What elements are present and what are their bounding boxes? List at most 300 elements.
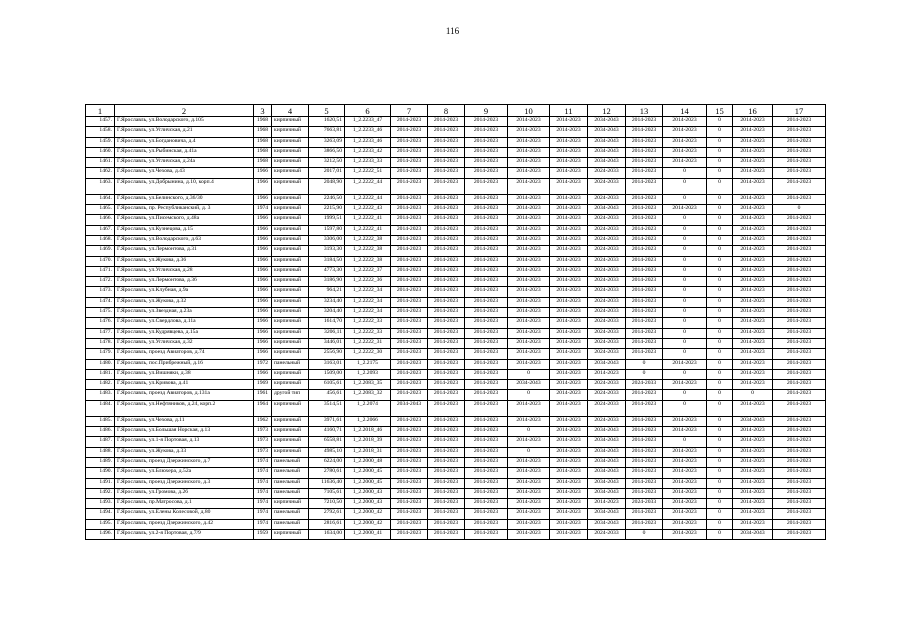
table-cell: 1966 — [254, 178, 272, 194]
table-cell: 2034-2043 — [733, 416, 773, 426]
table-cell: Г.Ярославль, ул.1-я Портовая, д.13 — [115, 437, 254, 447]
table-cell: 2014-2023 — [733, 380, 773, 390]
table-cell: 0 — [707, 457, 733, 467]
table-cell: 1_2.2233_47 — [345, 117, 391, 127]
table-cell: 2014-2023 — [465, 328, 508, 338]
table-cell: 2024-2033 — [626, 380, 663, 390]
table-cell: 2014-2023 — [550, 137, 588, 147]
table-cell: 2014-2023 — [663, 427, 707, 437]
table-row — [86, 297, 826, 307]
table-cell: 2014-2023 — [733, 359, 773, 369]
table-cell: 2014-2023 — [391, 266, 428, 276]
table-cell: 2014-2023 — [733, 137, 773, 147]
table-cell: 1968 — [254, 137, 272, 147]
table-cell: 2014-2023 — [626, 308, 663, 318]
table-cell: 2014-2023 — [428, 297, 465, 307]
table-cell: кирпичный — [272, 400, 309, 416]
table-cell: 7105,61 — [309, 488, 345, 498]
table-cell: 2014-2023 — [626, 488, 663, 498]
table-cell: 2014-2023 — [428, 390, 465, 400]
table-cell: 2014-2023 — [465, 205, 508, 215]
table-row — [86, 427, 826, 437]
table-cell: 2014-2023 — [550, 499, 588, 509]
table-cell: 2034-2043 — [588, 478, 626, 488]
table-cell: 2014-2023 — [773, 127, 826, 137]
column-header: 11 — [550, 105, 588, 117]
table-cell: 2792,61 — [309, 509, 345, 519]
table-cell: 2014-2023 — [550, 158, 588, 168]
table-cell: 2014-2023 — [465, 287, 508, 297]
column-header: 7 — [391, 105, 428, 117]
table-cell: 0 — [707, 266, 733, 276]
table-cell: 0 — [663, 256, 707, 266]
table-cell: 2014-2023 — [391, 369, 428, 379]
table-cell: 2014-2023 — [428, 447, 465, 457]
table-cell: 4160,71 — [309, 427, 345, 437]
table-cell: 1477. — [86, 328, 115, 338]
table-cell: 0 — [773, 205, 826, 215]
table-cell: 2014-2023 — [550, 488, 588, 498]
table-cell: Г.Ярославль, ул.Кудрявцева, д.15а — [115, 328, 254, 338]
table-cell: 1492. — [86, 488, 115, 498]
table-cell: 2014-2023 — [465, 437, 508, 447]
table-cell: 2024-2033 — [588, 235, 626, 245]
table-row — [86, 447, 826, 457]
table-cell: Г.Ярославль, ул.Клубная, д.9а — [115, 287, 254, 297]
table-cell: 2024-2033 — [588, 297, 626, 307]
table-cell: 2034-2043 — [588, 427, 626, 437]
table-cell: 1_2.2074 — [345, 400, 391, 416]
table-cell: 2014-2023 — [773, 416, 826, 426]
table-cell: 2014-2023 — [663, 519, 707, 529]
table-cell: 2014-2023 — [391, 287, 428, 297]
table-cell: кирпичный — [272, 246, 309, 256]
table-cell: 1_2.2222_34 — [345, 308, 391, 318]
table-cell: 2014-2023 — [626, 194, 663, 204]
table-cell: 2014-2023 — [773, 235, 826, 245]
table-row — [86, 338, 826, 348]
table-cell: 2014-2023 — [465, 178, 508, 194]
table-cell: 2014-2023 — [733, 318, 773, 328]
table-cell: 2014-2023 — [626, 338, 663, 348]
table-cell: 4773,30 — [309, 266, 345, 276]
table-cell: 1_2.2175 — [345, 359, 391, 369]
table-cell: 2014-2023 — [626, 437, 663, 447]
table-cell: 2014-2023 — [391, 359, 428, 369]
table-cell: 1465. — [86, 205, 115, 215]
table-cell: 0 — [707, 215, 733, 225]
table-cell: 2014-2023 — [465, 277, 508, 287]
table-cell: Г.Ярославль, ул.Рыбинская, д.41а — [115, 147, 254, 157]
table-cell: 2014-2023 — [465, 308, 508, 318]
table-cell: 2014-2023 — [508, 478, 550, 488]
table-cell: 2014-2023 — [550, 447, 588, 457]
table-cell: 0 — [663, 349, 707, 359]
table-cell: 2014-2023 — [391, 168, 428, 178]
table-cell: 2014-2023 — [550, 509, 588, 519]
table-row — [86, 178, 826, 194]
table-cell: 2014-2023 — [391, 256, 428, 266]
table-cell: 0 — [626, 529, 663, 539]
table-cell: кирпичный — [272, 297, 309, 307]
table-cell: 2014-2023 — [733, 127, 773, 137]
table-cell: 1973 — [254, 427, 272, 437]
table-cell: 2014-2023 — [773, 287, 826, 297]
table-cell: 1966 — [254, 215, 272, 225]
table-cell: 2034-2043 — [588, 117, 626, 127]
table-cell: Г.Ярославль, ул.Богдановича, д.4 — [115, 137, 254, 147]
table-cell: кирпичный — [272, 194, 309, 204]
table-cell: 1974 — [254, 478, 272, 488]
table-cell: 2014-2023 — [550, 318, 588, 328]
table-cell: 2014-2023 — [465, 256, 508, 266]
table-cell: 2014-2023 — [508, 235, 550, 245]
table-row — [86, 127, 826, 137]
table-cell: 1474. — [86, 297, 115, 307]
table-cell: 2014-2023 — [773, 369, 826, 379]
table-cell: 2014-2023 — [465, 359, 508, 369]
table-cell: 1966 — [254, 235, 272, 245]
table-cell: 2014-2023 — [428, 519, 465, 529]
table-cell: 2024-2033 — [588, 287, 626, 297]
table-cell: 2014-2023 — [550, 390, 588, 400]
table-cell: 4985,10 — [309, 447, 345, 457]
table-cell: 2014-2023 — [391, 328, 428, 338]
table-cell: 1_2.2233_46 — [345, 127, 391, 137]
table-cell: 1_2.2000_45 — [345, 478, 391, 488]
table-cell: 2014-2023 — [550, 178, 588, 194]
table-cell: 2024-2033 — [588, 225, 626, 235]
table-cell: 0 — [707, 529, 733, 539]
housing-registry-table — [85, 104, 826, 540]
table-cell: 2014-2023 — [428, 318, 465, 328]
table-cell: Г.Ярославль, ул.Кривова, д.41 — [115, 380, 254, 390]
table-row — [86, 287, 826, 297]
table-cell: 2780,61 — [309, 468, 345, 478]
table-cell: 0 — [663, 318, 707, 328]
table-cell: 2014-2023 — [508, 488, 550, 498]
table-cell: Г.Ярославль, ул.Блюхера, д.52а — [115, 468, 254, 478]
table-cell: 2014-2023 — [663, 468, 707, 478]
table-cell: 1467. — [86, 225, 115, 235]
table-cell: 2014-2023 — [465, 509, 508, 519]
table-cell: 0 — [707, 499, 733, 509]
table-cell: 0 — [707, 519, 733, 529]
table-cell: 2014-2023 — [508, 256, 550, 266]
table-row — [86, 509, 826, 519]
table-cell: 2014-2023 — [626, 178, 663, 194]
table-cell: 2014-2023 — [733, 519, 773, 529]
table-cell: 2024-2033 — [588, 328, 626, 338]
table-cell: 1475. — [86, 308, 115, 318]
table-cell: 3193,30 — [309, 246, 345, 256]
table-cell: 2014-2023 — [550, 277, 588, 287]
table-cell: 2014-2023 — [626, 400, 663, 416]
table-cell: 2014-2023 — [733, 168, 773, 178]
table-cell: 1_2.2000_43 — [345, 499, 391, 509]
table-row — [86, 519, 826, 529]
column-header: 5 — [309, 105, 345, 117]
table-cell: 2014-2023 — [465, 137, 508, 147]
table-cell: 2014-2023 — [428, 416, 465, 426]
table-cell: 2556,90 — [309, 349, 345, 359]
table-cell: кирпичный — [272, 168, 309, 178]
table-cell: 0 — [707, 400, 733, 416]
table-cell: 0 — [707, 468, 733, 478]
table-cell: 2014-2023 — [391, 127, 428, 137]
table-cell: 1973 — [254, 437, 272, 447]
table-cell: 964,21 — [309, 287, 345, 297]
table-cell: 2014-2023 — [550, 359, 588, 369]
table-cell: 2034-2043 — [391, 400, 428, 416]
column-header: 9 — [465, 105, 508, 117]
table-cell: 1968 — [254, 158, 272, 168]
table-cell: 1489. — [86, 457, 115, 467]
table-cell: 2014-2023 — [733, 457, 773, 467]
table-cell: 2014-2023 — [733, 427, 773, 437]
table-cell: Г.Ярославль, ул.Звездная, д.23а — [115, 308, 254, 318]
table-cell: 2014-2023 — [465, 447, 508, 457]
table-cell: 2014-2023 — [508, 158, 550, 168]
table-cell: Г.Ярославль, ул.Добрынина, д.10, корп.4 — [115, 178, 254, 194]
table-cell: 2014-2023 — [663, 147, 707, 157]
table-cell: 3206,11 — [309, 328, 345, 338]
table-cell: 2014-2023 — [733, 215, 773, 225]
table-cell: 2014-2023 — [733, 499, 773, 509]
table-cell: 0 — [508, 447, 550, 457]
table-cell: 1_2.2018_39 — [345, 437, 391, 447]
table-cell: 2014-2023 — [663, 529, 707, 539]
table-cell: 2014-2023 — [428, 147, 465, 157]
table-cell: 2014-2023 — [773, 529, 826, 539]
table-cell: 0 — [707, 194, 733, 204]
table-cell: 2014-2023 — [428, 359, 465, 369]
table-cell: 2014-2023 — [733, 158, 773, 168]
table-cell: кирпичный — [272, 437, 309, 447]
table-cell: 2014-2023 — [733, 235, 773, 245]
table-cell: 2014-2023 — [508, 359, 550, 369]
table-cell: 1_2.2222_33 — [345, 328, 391, 338]
table-cell: 2014-2023 — [663, 478, 707, 488]
table-cell: 2014-2023 — [733, 349, 773, 359]
table-row — [86, 246, 826, 256]
table-row — [86, 390, 826, 400]
table-cell: 2014-2023 — [428, 277, 465, 287]
table-cell: 2034-2043 — [588, 147, 626, 157]
table-cell: 1491. — [86, 478, 115, 488]
table-cell: 2024-2033 — [588, 168, 626, 178]
table-cell: 2024-2033 — [588, 338, 626, 348]
table-cell: 1487. — [86, 437, 115, 447]
table-cell: 2014-2023 — [428, 349, 465, 359]
table-cell: 2014-2023 — [733, 488, 773, 498]
table-cell: 1_2.2222_44 — [345, 194, 391, 204]
table-cell: 2014-2023 — [663, 447, 707, 457]
table-cell: 1966 — [254, 277, 272, 287]
table-cell: 1_2.2222_41 — [345, 225, 391, 235]
table-cell: 2014-2023 — [465, 416, 508, 426]
table-cell: 2014-2023 — [733, 246, 773, 256]
table-cell: 2014-2023 — [465, 225, 508, 235]
table-cell: 2014-2023 — [550, 297, 588, 307]
table-cell: 2024-2033 — [626, 499, 663, 509]
table-cell: 1_2.2222_38 — [345, 235, 391, 245]
table-cell: 1_2.2222_38 — [345, 256, 391, 266]
table-cell: 2014-2023 — [663, 509, 707, 519]
table-cell: 2014-2023 — [508, 468, 550, 478]
table-cell: 2014-2023 — [508, 499, 550, 509]
table-cell: Г.Ярославль, проезд Дзержинского, д.3 — [115, 478, 254, 488]
table-cell: 2014-2023 — [773, 349, 826, 359]
table-cell: 0 — [707, 308, 733, 318]
table-cell: 2014-2023 — [391, 437, 428, 447]
table-cell: Г.Ярославль, ул.Писемского, д.48а — [115, 215, 254, 225]
table-row — [86, 380, 826, 390]
table-cell: 2014-2023 — [391, 478, 428, 488]
table-cell: Г.Ярославль, ул.Чехова, д.43 — [115, 168, 254, 178]
table-row — [86, 478, 826, 488]
table-cell: 7663,81 — [309, 127, 345, 137]
table-cell: 0 — [707, 328, 733, 338]
table-cell: 2014-2023 — [550, 400, 588, 416]
table-cell: 2014-2023 — [465, 457, 508, 467]
table-cell: 0 — [663, 308, 707, 318]
table-row — [86, 266, 826, 276]
table-cell: 2024-2033 — [588, 529, 626, 539]
table-cell: 2034-2043 — [588, 468, 626, 478]
table-cell: 0 — [663, 400, 707, 416]
table-cell: кирпичный — [272, 235, 309, 245]
table-cell: 0 — [663, 225, 707, 235]
table-row — [86, 168, 826, 178]
table-cell: 2014-2023 — [626, 468, 663, 478]
table-cell: 1973 — [254, 447, 272, 457]
table-cell: кирпичный — [272, 127, 309, 137]
table-cell: 2246,50 — [309, 194, 345, 204]
table-cell: 2024-2033 — [588, 215, 626, 225]
table-cell: кирпичный — [272, 328, 309, 338]
table-cell: 1_2.2222_51 — [345, 168, 391, 178]
table-cell: 1_2.2093 — [345, 369, 391, 379]
table-cell: 2014-2023 — [428, 205, 465, 215]
table-cell: 2014-2023 — [465, 499, 508, 509]
table-cell: 1972 — [254, 359, 272, 369]
table-cell: 2014-2023 — [733, 468, 773, 478]
table-cell: 2014-2023 — [428, 437, 465, 447]
table-cell: 2014-2023 — [773, 390, 826, 400]
table-cell: кирпичный — [272, 178, 309, 194]
table-cell: 2024-2033 — [588, 308, 626, 318]
table-cell: 2014-2023 — [465, 168, 508, 178]
table-cell: 0 — [707, 147, 733, 157]
table-cell: 2014-2023 — [550, 287, 588, 297]
table-cell: 2034-2043 — [588, 519, 626, 529]
table-cell: 2014-2023 — [773, 297, 826, 307]
table-cell: 2014-2023 — [773, 246, 826, 256]
table-cell: Г.Ярославль, ул.Угличская, д.24а — [115, 158, 254, 168]
table-cell: Г.Ярославль, ул.Володарского, д.105 — [115, 117, 254, 127]
table-cell: 2034-2043 — [588, 127, 626, 137]
table-cell: кирпичный — [272, 499, 309, 509]
table-cell: 2014-2023 — [626, 416, 663, 426]
table-cell: 2014-2023 — [508, 318, 550, 328]
table-cell: 0 — [707, 297, 733, 307]
table-cell: 2014-2023 — [508, 400, 550, 416]
column-header: 4 — [272, 105, 309, 117]
table-cell: 2014-2023 — [465, 390, 508, 400]
table-cell: 2014-2023 — [550, 215, 588, 225]
table-cell: 2014-2023 — [626, 509, 663, 519]
table-cell: 2014-2023 — [428, 369, 465, 379]
table-cell: 2014-2023 — [733, 447, 773, 457]
table-cell: панельный — [272, 359, 309, 369]
table-cell: 1490. — [86, 468, 115, 478]
table-cell: 1968 — [254, 127, 272, 137]
table-cell: 1_2.2222_37 — [345, 266, 391, 276]
table-cell: 2014-2023 — [773, 318, 826, 328]
table-cell: 2014-2023 — [428, 499, 465, 509]
table-cell: 0 — [707, 225, 733, 235]
table-cell: 2014-2023 — [465, 427, 508, 437]
table-cell: 2014-2023 — [465, 246, 508, 256]
table-row — [86, 416, 826, 426]
table-cell: 0 — [707, 349, 733, 359]
table-cell: 2014-2023 — [508, 287, 550, 297]
table-cell: 2014-2023 — [550, 457, 588, 467]
table-row — [86, 147, 826, 157]
table-row — [86, 468, 826, 478]
table-cell: 0 — [707, 235, 733, 245]
table-cell: 2014-2023 — [391, 380, 428, 390]
table-cell: 1_2.2018_31 — [345, 447, 391, 457]
table-cell: 0 — [707, 318, 733, 328]
table-cell: 2014-2023 — [508, 297, 550, 307]
table-cell: 2014-2023 — [550, 380, 588, 390]
table-cell: 1457. — [86, 117, 115, 127]
table-cell: 2014-2023 — [391, 416, 428, 426]
table-cell: кирпичный — [272, 380, 309, 390]
table-cell: 2014-2023 — [550, 235, 588, 245]
table-cell: 6105,61 — [309, 380, 345, 390]
table-cell: 2014-2023 — [391, 390, 428, 400]
table-cell: 2014-2023 — [550, 117, 588, 127]
table-cell: Г.Ярославль, ул.Угличская, д.28 — [115, 266, 254, 276]
table-cell: 0 — [663, 390, 707, 400]
table-cell: 0 — [663, 277, 707, 287]
table-cell: 2034-2043 — [588, 437, 626, 447]
table-cell: 1483. — [86, 390, 115, 400]
table-cell: 1495. — [86, 519, 115, 529]
table-cell: 2014-2023 — [626, 287, 663, 297]
table-cell: 2014-2023 — [626, 318, 663, 328]
table-cell: кирпичный — [272, 158, 309, 168]
table-cell: 0 — [707, 478, 733, 488]
table-cell: кирпичный — [272, 215, 309, 225]
table-cell: 1485. — [86, 416, 115, 426]
table-cell: Г.Ярославль, проезд Авиаторов, д.74 — [115, 349, 254, 359]
table-cell: 1966 — [254, 225, 272, 235]
table-cell: 2014-2023 — [773, 137, 826, 147]
table-row — [86, 137, 826, 147]
table-cell: 0 — [663, 338, 707, 348]
table-cell: 2014-2023 — [465, 338, 508, 348]
table-cell: 1974 — [254, 519, 272, 529]
table-cell: панельный — [272, 478, 309, 488]
table-cell: 2014-2023 — [391, 235, 428, 245]
table-cell: 2014-2023 — [428, 287, 465, 297]
table-cell: 2034-2043 — [588, 488, 626, 498]
table-cell: 2014-2023 — [626, 266, 663, 276]
